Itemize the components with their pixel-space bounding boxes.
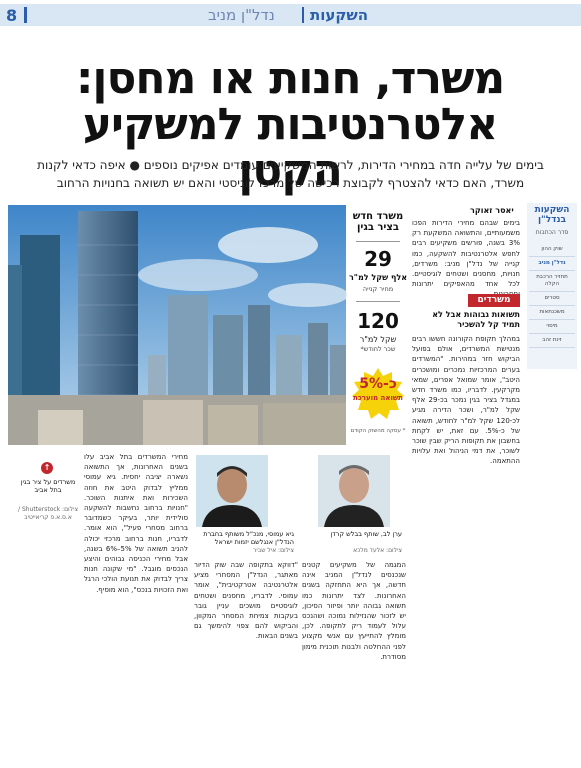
article-column-bottom-left: "דווקא בתקופה שבה שוק הדיור מאתגר, הנדל"ן המסחרי מציע אלטרנטיבה אטרקטיבית", אומר עמוסי. לדבריו, מחסנים ושטחים לוגיסטיים מושכים עניין גובר בעקבות צמיחת המסחר המקוון, והביקוש להם צפוי להימשך גם בשנים הבאות. [194, 561, 298, 641]
article-column-left: מחירי המשרדים בתל אביב עלו בשנים האחרונות, אך התשואה נשארה יציבה יחסית. גיא עמוסי ממליץ לבדוק היטב את חוזה השכירות ואת איתנות השוכר. "חנויות ברחוב נחשבות להשקעה סולידית יותר, בעיקר כשמדובר ברחוב מסחרי פעיל", הוא אומר. לדבריו, חנות ברחוב מרכזי יכולה להניב תשואה של 5%–6% בשנה, אבל מחירי הכניסה גבוהים והיצע הנכסים מוגבל. "מי שקונה חנות צריך לבדוק את תנועת הולכי הרגל ואת הזכויות בנכס", הוא מוסיף. [84, 453, 188, 594]
stats-title: משרד חדש בציר בגין [352, 211, 404, 233]
portrait-eran-lev [318, 455, 390, 527]
byline: יאסר זאוקר [470, 206, 514, 215]
yield-label: תשואה מוערכת [353, 394, 403, 402]
person-photo [318, 455, 390, 527]
page-number-divider [24, 7, 27, 23]
subhead-line-1: בימים של עלייה חדה במחירי הדירות, לרשות המשקיעים עומדים אפיקים נוספים ● איפה כדאי לקנות [37, 158, 544, 172]
subheadline [14, 156, 567, 192]
portrait-caption-lev: ערן לב, שותף בבלש קרדן [330, 530, 402, 538]
sidebar-subtitle: סדר הכתבות [535, 229, 569, 236]
top-bar [0, 0, 581, 28]
sidebar-title: השקעות בנדל"ן [534, 205, 570, 225]
person-photo [196, 455, 268, 527]
article-column-right: במהלך תקופת הקורונה חששו רבים מנטישת המשרדים, אולם בפועל הביקוש חזר במהירות. "המשרדים בערים המרכזיות נמכרים ומושכרים היטב", אומר שמואל אפרים, שמאי מקרקעין. לדבריו, כמו משרד חדש במגדל בציר בגין נמכר בכ-29 אלף שקל למ"ר, ושכר הדירה מגיע לכ-120 שקל למ"ר לחודש, תשואה של כ-5%. עם זאת, יש לקחת בחשבון את תקופות הריק שבין שוכר לשוכר, את דמי הניהול ואת עלויות ההתאמה. [412, 335, 520, 466]
divider [356, 301, 400, 302]
offices-subtitle: תשואות גבוהות אבל לא תמיד קל להשכיר [432, 310, 520, 329]
yield-value: כ-5% [359, 376, 397, 392]
sidebar-item: משכנתאות [529, 306, 575, 320]
portrait-caption-amosi: גיא עמוסי, מנכ"ל משותף בחברת הנדל"ן אנגלשם יזמות ישראל [203, 530, 294, 546]
skyline-image [8, 205, 346, 445]
city-skyline-photo [8, 205, 346, 445]
sidebar-item: זינת זהב [529, 334, 575, 348]
rent-value: 120 [357, 309, 399, 333]
price-label: מחיר קנייה [362, 285, 394, 293]
sidebar-item: שוק ההון [529, 243, 575, 257]
portrait-guy-amosi [196, 455, 268, 527]
portrait-credit-lev: צילום: אלעד מלכא [353, 547, 402, 554]
rent-unit: שקל למ"ר [359, 335, 397, 344]
location-pin-icon: ↑ [41, 462, 53, 474]
offices-badge: משרדים [468, 294, 520, 307]
headline: משרד, חנות או מחסן: אלטרנטיבות למשקיע הקטן [75, 53, 505, 196]
sidebar-item: סטרים [529, 292, 575, 306]
subhead-line-2: משרד, האם כדאי להצטרף לקבוצת רכישה של מרכז לוגיסטי והאם יש תשואה בחנויות הרחוב [56, 176, 525, 190]
header-separator [302, 7, 304, 23]
yield-burst [352, 368, 404, 420]
rent-label: שכר לחודש* [360, 345, 396, 353]
portrait-credit-amosi: צילום: איל שביר [253, 547, 294, 554]
photo-credit: צילום: Shutterstock / א.ס.א.פ קריאייטיב [18, 506, 78, 521]
divider [356, 241, 400, 242]
article-column-bottom-mid: המגמה של משקיעים קטנים שנכנסים לנדל"ן המניב אינה חדשה, אך היא התחזקה בשנים האחרונות. לצד יתרונות כמו תשואה גבוהה יותר ופיזור הסיכון, יש לזכור שהנזילות נמוכה ושהנכס עלול לעמוד ריק לתקופה. לכן, מומלץ להתייעץ עם אנשי מקצוע לפני ההחלטה ולבנות תוכנית מימון מסודרת. [302, 561, 406, 661]
sidebar-item: מיסוי [529, 320, 575, 334]
section-subtitle: נדל"ן מניב [208, 6, 275, 24]
header-strip [0, 4, 581, 26]
page-number: 8 [6, 6, 18, 25]
sidebar-item: תחזיר הרכבת הקלה [529, 271, 575, 292]
section-index-sidebar [527, 203, 577, 369]
article-column-right-top: בימים שבהם מחירי הדירות הפכו משמעותיים, והתשואה המשקעת רק 3% בשנה, פורשים משקיעים רבים לחפש אלטרנטיבות להשקעה, כמו קנייה של נדל"ן מניב: משרדים, חנויות, מחסנים ושטחים לוגיסטיים. לכל אחד מהאפיקים יתרונות [412, 219, 520, 289]
sidebar-item-active: נדל"ן מניב [529, 257, 575, 271]
stats-footnote: * עסקה מהשוק הקודם [350, 428, 406, 434]
price-unit: אלף שקל למ"ר [348, 273, 408, 282]
price-value: 29 [364, 247, 392, 271]
sidebar-items [529, 243, 575, 348]
photo-caption: משרדים על ציר בגין בתל אביב [20, 478, 76, 494]
section-title: השקעות [310, 6, 369, 24]
